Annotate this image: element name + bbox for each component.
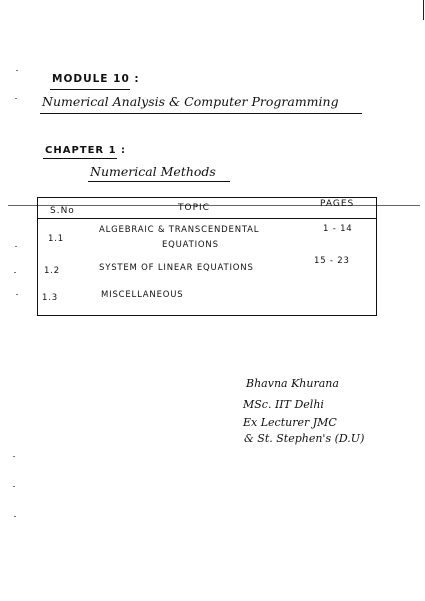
- row-1-topic-cont: EQUATIONS: [162, 240, 219, 250]
- scan-speck: [13, 486, 15, 487]
- header-pages: PAGES: [320, 199, 355, 209]
- subject-title: Numerical Analysis & Computer Programming: [42, 94, 339, 109]
- signature-degree: MSc. IIT Delhi: [243, 398, 324, 411]
- scan-speck: [16, 294, 18, 295]
- signature-name: Bhavna Khurana: [246, 377, 339, 390]
- row-1-sno: 1.1: [48, 234, 64, 244]
- row-3-sno: 1.3: [42, 293, 58, 303]
- module-title: MODULE 10 :: [52, 73, 140, 85]
- header-sno: S.No: [50, 206, 75, 216]
- contents-table: [37, 197, 377, 316]
- chapter-label: CHAPTER 1 :: [45, 145, 127, 156]
- row-2-topic: SYSTEM OF LINEAR EQUATIONS: [99, 263, 254, 273]
- row-2-sno: 1.2: [44, 266, 60, 276]
- row-1-topic: ALGEBRAIC & TRANSCENDENTAL: [99, 225, 260, 235]
- subject-underline: [40, 113, 362, 114]
- module-underline: [50, 89, 130, 90]
- signature-role: Ex Lecturer JMC: [243, 416, 337, 429]
- scan-speck: [15, 98, 17, 99]
- chapter-underline: [43, 158, 117, 159]
- page-edge-line: [423, 0, 424, 20]
- row-1-pages: 1 - 14: [323, 224, 353, 234]
- header-rule: [38, 218, 376, 219]
- chapter-title: Numerical Methods: [90, 164, 216, 179]
- scan-speck: [15, 246, 17, 247]
- scan-speck: [14, 516, 16, 517]
- row-3-topic: MISCELLANEOUS: [101, 290, 184, 300]
- scan-speck: [13, 456, 15, 457]
- scan-speck: [16, 70, 18, 71]
- chapter-title-underline: [88, 181, 230, 182]
- signature-college: & St. Stephen's (D.U): [244, 432, 365, 445]
- header-topic: TOPIC: [178, 203, 210, 213]
- row-2-pages: 15 - 23: [314, 256, 350, 266]
- scan-speck: [14, 272, 16, 273]
